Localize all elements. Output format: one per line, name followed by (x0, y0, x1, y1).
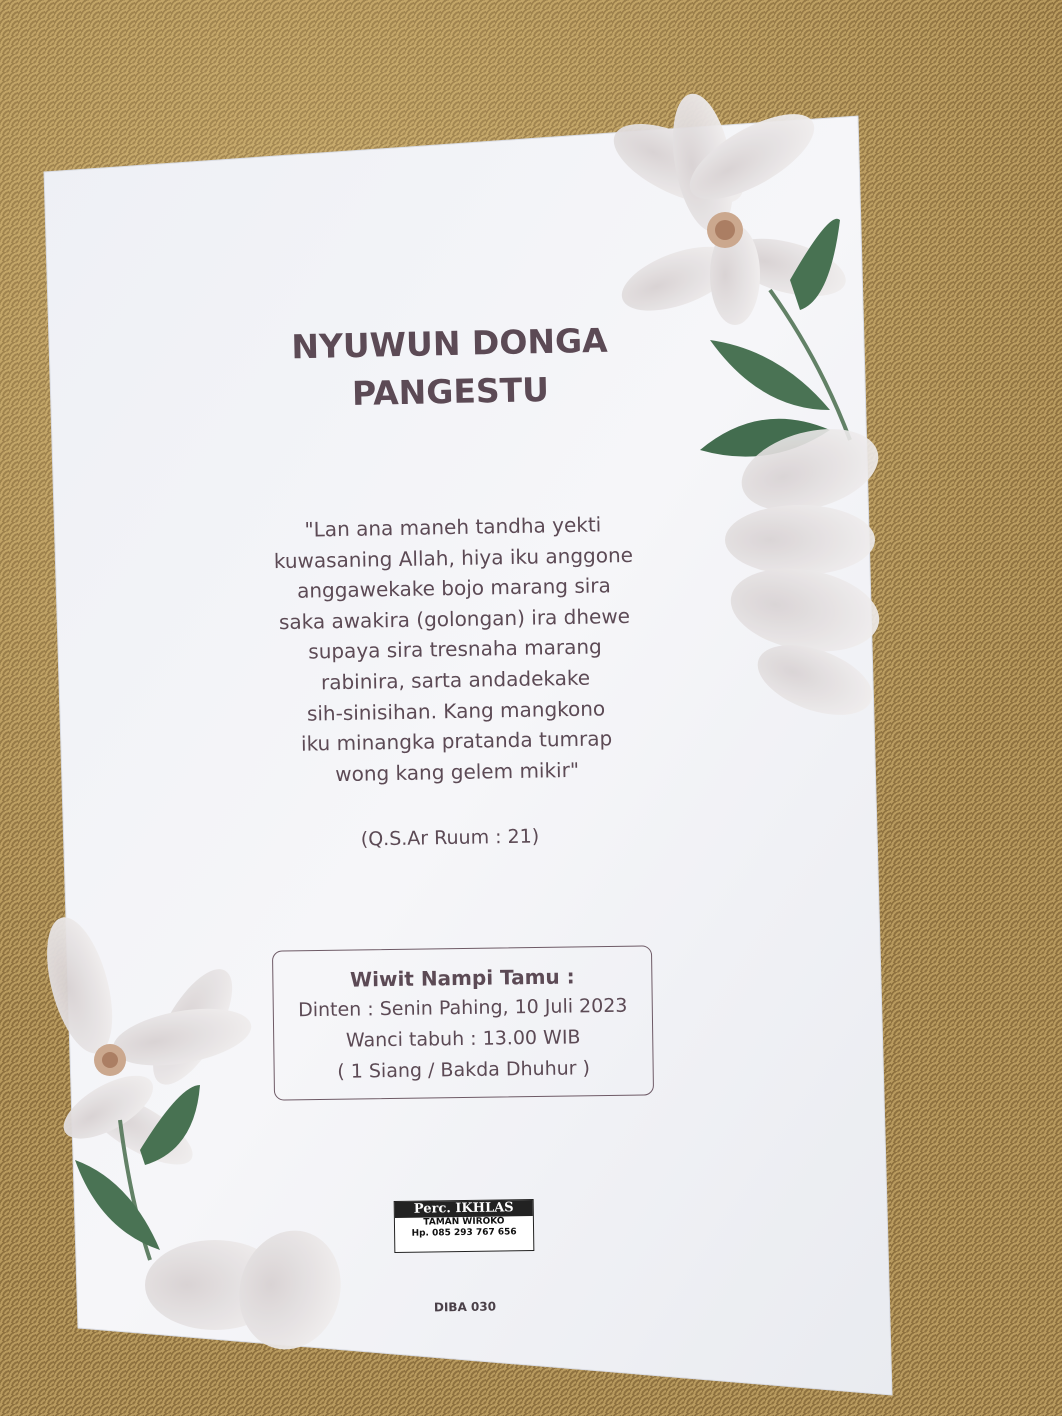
schedule-box (272, 945, 654, 1100)
printer-stamp (394, 1199, 535, 1253)
quote-reference: (Q.S.Ar Ruum : 21) (360, 825, 540, 851)
page-title (199, 315, 701, 421)
quote-line: iku minangka pratanda tumrap (300, 726, 613, 756)
quote-line: kuwasaning Allah, hiya iku anggone (273, 542, 634, 573)
quote-line: sih-sinisihan. Kang mangkono (306, 695, 606, 726)
title-line: PANGESTU (351, 369, 550, 414)
printer-name: Perc. IKHLAS (395, 1200, 533, 1218)
quote-text (218, 508, 693, 792)
schedule-heading: Wiwit Nampi Tamu : (349, 964, 575, 992)
quote-line: saka awakira (golongan) ira dhewe (278, 603, 631, 634)
printer-location: TAMAN WIROKO (423, 1216, 505, 1228)
schedule-time: Wanci tabuh : 13.00 WIB (345, 1026, 581, 1052)
title-line: NYUWUN DONGA (290, 320, 609, 367)
quote-line: rabinira, sarta andadekake (320, 665, 591, 695)
quote-line: supaya sira tresnaha marang (308, 634, 602, 664)
quote-line: anggawekake bojo marang sira (296, 573, 611, 603)
design-code: DIBA 030 (433, 1299, 497, 1315)
printer-phone: Hp. 085 293 767 656 (411, 1227, 517, 1239)
quote-line: "Lan ana maneh tandha yekti (304, 512, 602, 542)
schedule-day: Dinten : Senin Pahing, 10 Juli 2023 (297, 994, 628, 1022)
schedule-note: ( 1 Siang / Bakda Dhuhur ) (337, 1057, 591, 1083)
quote-line: wong kang gelem mikir" (335, 757, 580, 786)
